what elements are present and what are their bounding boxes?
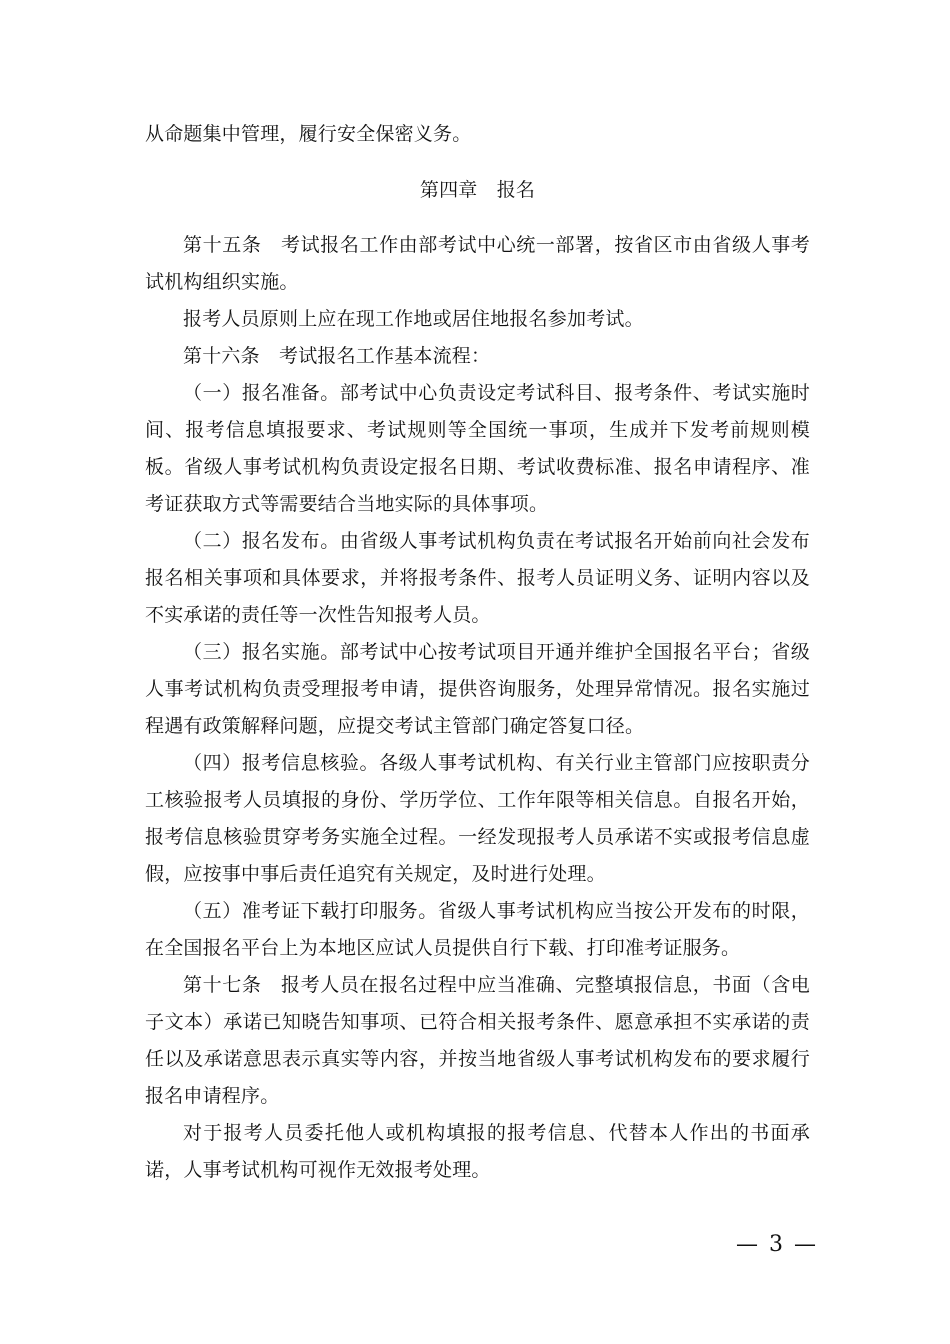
article-16-item-5: （五）准考证下载打印服务。省级人事考试机构应当按公开发布的时限，在全国报名平台上为本地区应试人员提供自行下载、打印准考证服务。 xyxy=(145,900,810,959)
article-16-item-4: （四）报考信息核验。各级人事考试机构、有关行业主管部门应按职责分工核验报考人员填报的身份、学历学位、工作年限等相关信息。自报名开始，报考信息核验贯穿考务实施全过程。一经发现报考人员承诺不实或报考信息虚假，应按事中事后责任追究有关规定，及时进行处理。 xyxy=(145,752,810,885)
page-number: — 3 — xyxy=(736,1232,818,1257)
article-17: 第十七条 报考人员在报名过程中应当准确、完整填报信息，书面（含电子文本）承诺已知晓告知事项、已符合相关报考条件、愿意承担不实承诺的责任以及承诺意思表示真实等内容，并按当地省级人事考试机构发布的要求履行报名申请程序。 xyxy=(145,974,810,1107)
article-16-item-2: （二）报名发布。由省级人事考试机构负责在考试报名开始前向社会发布报名相关事项和具体要求，并将报考条件、报考人员证明义务、证明内容以及不实承诺的责任等一次性告知报考人员。 xyxy=(145,530,810,626)
article-17-paragraph-2: 对于报考人员委托他人或机构填报的报考信息、代替本人作出的书面承诺，人事考试机构可视作无效报考处理。 xyxy=(145,1122,810,1181)
article-16: 第十六条 考试报名工作基本流程： xyxy=(183,345,491,367)
paragraph-continuation: 从命题集中管理，履行安全保密义务。 xyxy=(145,123,472,145)
article-16-item-3: （三）报名实施。部考试中心按考试项目开通并维护全国报名平台；省级人事考试机构负责受理报考申请，提供咨询服务，处理异常情况。报名实施过程遇有政策解释问题，应提交考试主管部门确定答复口径。 xyxy=(145,641,810,737)
chapter-heading: 第四章 报名 xyxy=(419,179,536,201)
article-15: 第十五条 考试报名工作由部考试中心统一部署，按省区市由省级人事考试机构组织实施。 xyxy=(145,234,810,293)
article-16-item-1: （一）报名准备。部考试中心负责设定考试科目、报考条件、考试实施时间、报考信息填报要求、考试规则等全国统一事项，生成并下发考前规则模板。省级人事考试机构负责设定报名日期、考试收费标准、报名申请程序、准考证获取方式等需要结合当地实际的具体事项。 xyxy=(145,382,810,515)
document-body xyxy=(145,116,810,1189)
article-15-paragraph-2: 报考人员原则上应在现工作地或居住地报名参加考试。 xyxy=(183,308,644,330)
